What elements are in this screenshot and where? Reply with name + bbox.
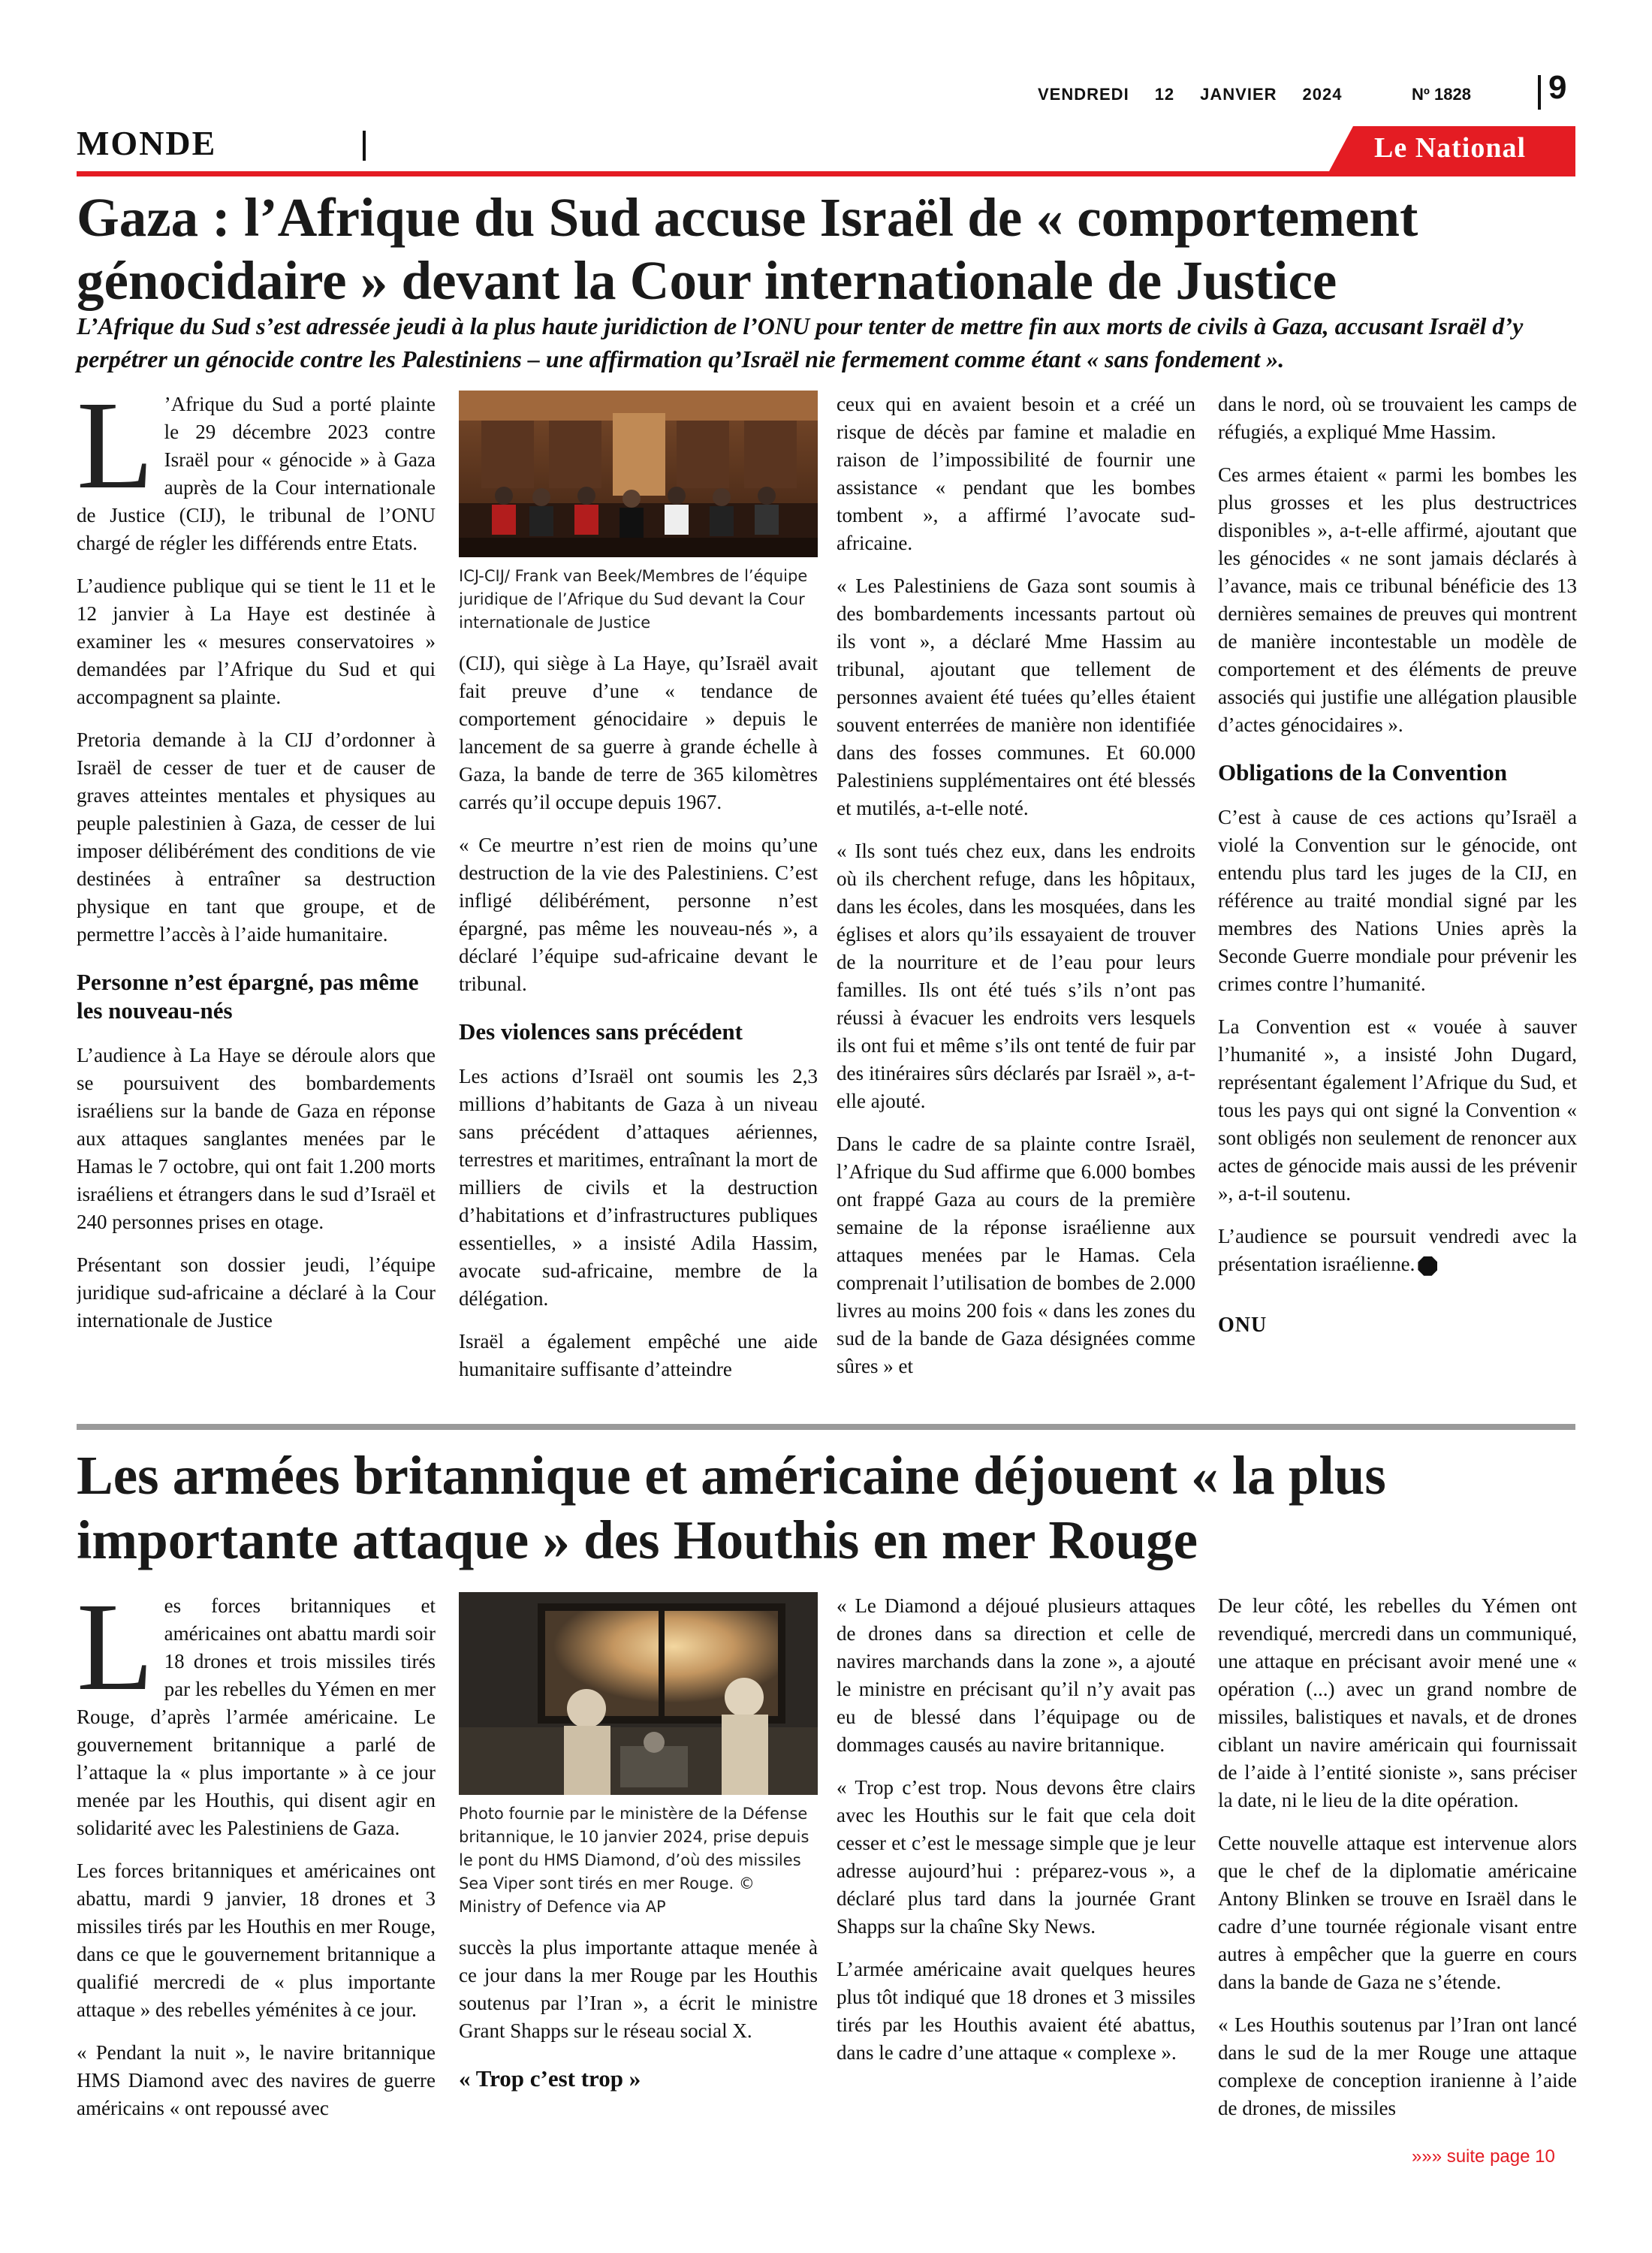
paragraph: « Ils sont tués chez eux, dans les endroits où ils cherchent refuge, dans les hôpitaux, dans les écoles, dans les mosquées, dans les églises et alors qu’ils essayaient de trouver de la nourriture et de l’eau pour leurs familles. Ils ont été tués s’ils n’ont pas réussi à évacuer les endroits vers lesquels ils ont fui et même s’ils ont tenté de fuir par des itinéraires sûrs déclarés par Israël », a-t-elle ajouté.	[837, 840, 1195, 1112]
paragraph: Les forces britanniques et américaines ont abattu, mardi 9 janvier, 18 drones et 3 missiles tirés par les Houthis en mer Rouge, dans ce que le gouvernement britannique a qualifié mercredi de « plus importante attaque » des rebelles yéménites à ce jour.	[77, 1859, 436, 2021]
paragraph: L’armée américaine avait quelques heures plus tôt indiqué que 18 drones et 3 missiles tirés par les Houthis avaient été abattus, dans le cadre d’une attaque « complexe ».	[837, 1958, 1195, 2064]
article-signature: ONU	[1218, 1313, 1268, 1337]
paragraph: Dans le cadre de sa plainte contre Israël, l’Afrique du Sud affirme que 6.000 bombes ont frappé Gaza au cours de la première semaine de la réponse israélienne aux attaques menées par le Hamas. Cela comprenait l’utilisation de bombes de 2.000 livres au moins 200 fois « dans les zones du sud de la bande de Gaza désignées comme sûres » et	[837, 1133, 1195, 1377]
paragraph: L’audience se poursuit vendredi avec la présentation israélienne.	[1218, 1225, 1577, 1275]
article2-column-3	[837, 1592, 1195, 2170]
paragraph: succès la plus importante attaque menée à ce jour dans la mer Rouge par les Houthis soutenus par l’Iran », a écrit le ministre Grant Shapps sur le réseau social X.	[459, 1936, 818, 2042]
section-divider	[363, 131, 366, 161]
article1-column-2	[459, 391, 818, 1412]
article2-dropcap: L	[77, 1592, 154, 1717]
paragraph: Pretoria demande à la CIJ d’ordonner à Israël de cesser de tuer et de causer de graves atteintes mentales et physiques au peuple palestinien à Gaza, de cesser de lui imposer délibérément des conditions de vie destinées à entraîner sa destruction physique en tant que groupe, et de permettre l’accès à l’aide humanitaire.	[77, 728, 436, 946]
continued-link[interactable]: »»» suite page 10	[1412, 2146, 1555, 2167]
section-title: MONDE	[77, 124, 217, 162]
paragraph: De leur côté, les rebelles du Yémen ont revendiqué, mercredi dans un communiqué, une attaque en précisant avoir mené une « opération (...) avec un grand nombre de missiles, balistiques et navals, et de drones ciblant un navire américain qui fournissait de l’aide à l’entité sioniste », sans préciser la date, ni le lieu de la dite opération.	[1218, 1594, 1577, 1811]
subheading: Obligations de la Convention	[1218, 759, 1507, 786]
court-photo	[459, 391, 818, 557]
paragraph: « Le Diamond a déjoué plusieurs attaques de drones dans sa direction et celle de navires marchands dans la zone », a ajouté le ministre en précisant qu’il n’y avait pas eu de blessé dans l’équipage ou de dommages causés au navire britannique.	[837, 1594, 1195, 1756]
date-year: 2024	[1302, 85, 1343, 104]
article1-title: Gaza : l’Afrique du Sud accuse Israël de « comportement génocidaire » devant la Cour internationale de Justice	[77, 187, 1418, 311]
subheading: Des violences sans précédent	[459, 1018, 743, 1045]
warship-photo	[459, 1592, 818, 1795]
paragraph: dans le nord, où se trouvaient les camps de réfugiés, a expliqué Mme Hassim.	[1218, 393, 1577, 443]
page-number: 9	[1548, 69, 1567, 106]
date-number: 12	[1154, 85, 1175, 104]
article1-column-4	[1218, 391, 1577, 1412]
paragraph: Cette nouvelle attaque est intervenue alors que le chef de la diplomatie américaine Antony Blinken se trouve en Israël dans le cadre d’une tournée régionale visant entre autres à empêcher que la guerre en cours dans la bande de Gaza ne s’étende.	[1218, 1832, 1577, 1993]
paragraph: « Les Palestiniens de Gaza sont soumis à des bombardements incessants partout où ils vont », a déclaré Mme Hassim au tribunal, ajoutant que tellement de personnes avaient été tuées qu’elles étaient souvent enterrées de manière non identifiée dans des fosses communes. Et 60.000 Palestiniens supplémentaires ont été blessés et mutilés, a-t-elle noté.	[837, 575, 1195, 819]
article2-title: Les armées britannique et américaine déjouent « la plus importante attaque » des Houthis en mer Rouge	[77, 1445, 1386, 1570]
article1-lead: L’Afrique du Sud s’est adressée jeudi à la plus haute juridiction de l’ONU pour tenter de mettre fin aux morts de civils à Gaza, accusant Israël d’y perpétrer un génocide contre les Palestiniens – une affirmation qu’Israël nie fermement comme étant « sans fondement ».	[77, 312, 1524, 372]
paragraph: ’Afrique du Sud a porté plainte le 29 décembre 2023 contre Israël pour « génocide » à Gaza auprès de la Cour internationale de Justice (CIJ), le tribunal de l’ONU chargé de régler les différends entre Etats.	[77, 393, 436, 554]
subheading: « Trop c’est trop »	[459, 2065, 641, 2092]
court-photo-illustration	[459, 391, 818, 557]
issue-number: Nº 1828	[1412, 85, 1471, 104]
paragraph: (CIJ), qui siège à La Haye, qu’Israël avait fait preuve d’une « tendance de comportement génocidaire » depuis le lancement de sa guerre à grande échelle à Gaza, la bande de terre de 365 kilomètres carrés qu’il occupe depuis 1967.	[459, 652, 818, 813]
photo-caption: ICJ-CIJ/ Frank van Beek/Membres de l’équipe juridique de l’Afrique du Sud devant la Cour internationale de Justice	[459, 567, 808, 632]
paragraph: L’audience publique qui se tient le 11 et le 12 janvier à La Haye est destinée à examiner les « mesures conservatoires » demandées par l’Afrique du Sud et qui accompagnent sa plainte.	[77, 575, 436, 708]
paragraph: « Les Houthis soutenus par l’Iran ont lancé dans le sud de la mer Rouge une attaque complexe de conception iranienne à l’aide de drones, de missiles	[1218, 2013, 1577, 2119]
paragraph: « Pendant la nuit », le navire britannique HMS Diamond avec des navires de guerre américains « ont repoussé avec	[77, 2041, 436, 2119]
issue-date	[1038, 85, 1367, 104]
article2-column-2	[459, 1592, 818, 2170]
article1-dropcap: L	[77, 391, 154, 515]
paragraph: ceux qui en avaient besoin et a créé un risque de décès par famine et maladie en raison de l’impossibilité de fournir une assistance « pendant que les bombes tombent », a affirmé l’avocate sud-africaine.	[837, 393, 1195, 554]
article2-column-1	[77, 1592, 436, 2170]
paragraph: es forces britanniques et américaines ont abattu mardi soir 18 drones et trois missiles tirés par les rebelles du Yémen en mer Rouge, d’après l’armée américaine. Le gouvernement britannique a parlé de l’attaque la « plus importante » à ce jour menée par les Houthis, qui disent agir en solidarité avec les Palestiniens de Gaza.	[77, 1594, 436, 1839]
date-month: JANVIER	[1200, 85, 1277, 104]
paragraph: « Ce meurtre n’est rien de moins qu’une destruction de la vie des Palestiniens. C’est infligé délibérément, personne n’est épargné, pas même les nouveau-nés », a déclaré l’équipe sud-africaine devant le tribunal.	[459, 834, 818, 995]
subheading: Personne n’est épargné, pas même les nouveau-nés	[77, 969, 419, 1024]
paragraph: Présentant son dossier jeudi, l’équipe juridique sud-africaine a déclaré à la Cour internationale de Justice	[77, 1253, 436, 1332]
paragraph: Ces armes étaient « parmi les bombes les plus grosses et les plus destructrices disponibles », a-t-elle affirmé, ajoutant que les génocides « ne sont jamais déclarés à l’avance, mais ce tribunal bénéficie des 13 dernières semaines de preuves qui montrent de manière incontestable un modèle de comportement et des éléments de preuve associés qui justifie une allégation plausible d’actes génocidaires ».	[1218, 463, 1577, 736]
paragraph: L’audience à La Haye se déroule alors que se poursuivent des bombardements israéliens sur la bande de Gaza en réponse aux attaques sanglantes menées par le Hamas le 7 octobre, qui ont fait 1.200 morts israéliens et étrangers dans le sud d’Israël et 240 personnes prises en otage.	[77, 1044, 436, 1233]
paragraph: La Convention est « vouée à sauver l’humanité », a insisté John Dugard, représentant également l’Afrique du Sud, et tous les pays qui ont signé la Convention « sont obligés non seulement de renoncer aux actes de génocide mais aussi de les prévenir », a-t-il soutenu.	[1218, 1015, 1577, 1205]
date-day: VENDREDI	[1038, 85, 1129, 104]
article1-column-3	[837, 391, 1195, 1412]
article-separator	[77, 1424, 1575, 1430]
paragraph: Israël a également empêché une aide humanitaire suffisante d’atteindre	[459, 1330, 818, 1380]
paragraph: Les actions d’Israël ont soumis les 2,3 millions d’habitants de Gaza à un niveau sans précédent d’attaques aériennes, terrestres et maritimes, entraînant la mort de milliers de civils et la destruction d’habitations et d’infrastructures publiques essentielles, » a insisté Adila Hassim, avocate sud-africaine, membre de la délégation.	[459, 1065, 818, 1310]
end-of-article-icon	[1418, 1256, 1437, 1276]
paragraph: C’est à cause de ces actions qu’Israël a violé la Convention sur le génocide, ont entendu plus tard les juges de la CIJ, en référence au traité mondial signé par les membres des Nations Unies après la Seconde Guerre mondiale pour prévenir les crimes contre l’humanité.	[1218, 806, 1577, 995]
paragraph: « Trop c’est trop. Nous devons être clairs avec les Houthis sur le fait que cela doit cesser et c’est le message simple que je leur adresse aujourd’hui : préparez-vous », a déclaré plus tard dans la journée Grant Shapps sur la chaîne Sky News.	[837, 1776, 1195, 1938]
page-number-divider	[1538, 75, 1541, 110]
warship-photo-illustration	[459, 1592, 818, 1795]
header-rule	[77, 171, 1575, 176]
photo-caption: Photo fournie par le ministère de la Défense britannique, le 10 janvier 2024, prise depuis le pont du HMS Diamond, d’où des missiles Sea Viper sont tirés en mer Rouge. © Ministry of Defence via AP	[459, 1805, 809, 1916]
article1-column-1	[77, 391, 436, 1412]
newspaper-brand: Le National	[1374, 132, 1527, 164]
article2-column-4	[1218, 1592, 1577, 2170]
